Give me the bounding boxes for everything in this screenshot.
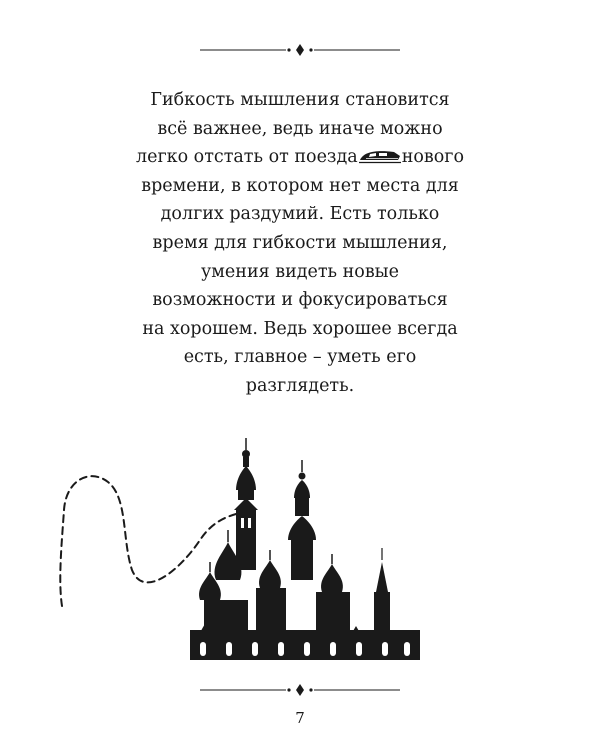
text-line: долгих раздумий. Есть только (160, 204, 440, 225)
st-basils-cathedral-icon (190, 438, 420, 660)
text-fragment: легко отстать от поезда (136, 147, 358, 168)
train-icon (358, 147, 402, 165)
text-line: есть, главное – уметь его (183, 347, 417, 368)
text-line: Гибкость мышления становится (150, 90, 450, 110)
text-fragment: нового (401, 147, 464, 168)
text-line: умения видеть новые (201, 261, 399, 282)
text-line (90, 143, 510, 172)
page-number: 7 (295, 709, 305, 727)
top-divider-ornament (200, 40, 400, 60)
bottom-divider-ornament (200, 680, 400, 700)
main-paragraph (90, 86, 510, 401)
text-line: времени, в котором нет места для (141, 175, 459, 196)
text-line: время для гибкости мышления, (152, 232, 448, 253)
text-line: возможности и фокусироваться (152, 290, 448, 311)
text-line: всё важнее, ведь иначе можно (157, 118, 443, 139)
text-line: разглядеть. (245, 375, 355, 396)
text-line: на хорошем. Ведь хорошее всегда (142, 318, 458, 339)
cathedral-illustration (50, 430, 440, 670)
